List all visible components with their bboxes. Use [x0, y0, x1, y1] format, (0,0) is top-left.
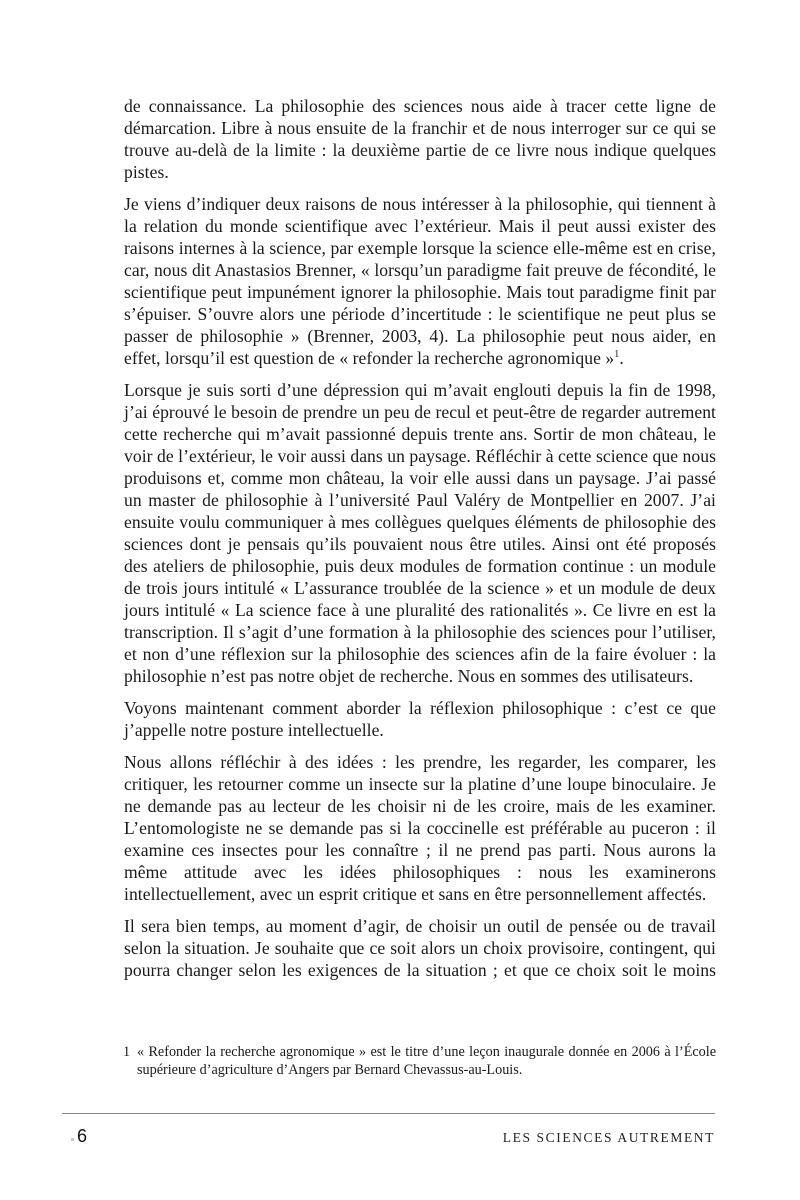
paragraph	[124, 751, 716, 905]
paragraph-text: Lorsque je suis sorti d’une dépression qui m’avait englouti depuis la fin de 1998, j’ai éprouvé le besoin de prendre un peu de recul et peut-être de regarder autrement cette recherche qui m’avait passionné depuis trente ans. Sortir de mon château, le voir de l’extérieur, le voir aussi dans un paysage. Réfléchir à cette science que nous produisons et, comme mon château, la voir elle aussi dans un paysage. J’ai passé un master de philosophie à l’université Paul Valéry de Montpellier en 2007. J’ai ensuite voulu communiquer à mes collègues quelques éléments de philosophie des sciences dont je pensais qu’ils pouvaient nous être utiles. Ainsi ont été proposés des ateliers de philosophie, puis deux modules de formation continue : un module de trois jours intitulé « L’assurance troublée de la science » et un module de deux jours intitulé « La science face à une pluralité des rationalités ». Ce livre en est la transcription. Il s’agit d’une formation à la philosophie des sciences pour l’utiliser, et non d’une réflexion sur la philosophie des sciences afin de la faire évoluer : la philosophie n’est pas notre objet de recherche. Nous en sommes des utilisateurs.	[124, 380, 716, 686]
paragraph-text-tail: .	[619, 348, 624, 368]
paragraph	[124, 915, 716, 981]
paragraph-text: Voyons maintenant comment aborder la réflexion philosophique : c’est ce que j’appelle notre posture intellectuelle.	[124, 698, 716, 740]
paragraph-text: Nous allons réfléchir à des idées : les prendre, les regarder, les comparer, les critiquer, les retourner comme un insecte sur la platine d’une loupe binoculaire. Je ne demande pas au lecteur de les choisir ni de les croire, mais de les examiner. L’entomologiste ne se demande pas si la coccinelle est préférable au puceron : il examine ces insectes pour les connaître ; il ne prend pas parti. Nous aurons la même attitude avec les idées philosophiques : nous les examinerons intellectuellement, avec un esprit critique et sans en être personnellement affectés.	[124, 752, 716, 904]
footer-divider	[62, 1113, 715, 1114]
page-number-text: 6	[77, 1126, 88, 1146]
footnote-text: « Refonder la recherche agronomique » est le titre d’une leçon inaugurale donnée en 2006 à l’École supérieure d’agriculture d’Angers par Bernard Chevassus-au-Louis.	[137, 1044, 716, 1078]
page-number	[71, 1126, 87, 1147]
paragraph-text: de connaissance. La philosophie des sciences nous aide à tracer cette ligne de démarcation. Libre à nous ensuite de la franchir et de nous interroger sur ce qui se trouve au-delà de la limite : la deuxième partie de ce livre nous indique quelques pistes.	[124, 96, 716, 182]
footnote	[124, 1043, 716, 1079]
paragraph	[124, 193, 716, 369]
paragraph	[124, 697, 716, 741]
footnote-number: 1	[123, 1044, 131, 1060]
footnote-reference[interactable]: 1	[614, 349, 620, 361]
page-body	[124, 95, 716, 991]
paragraph-text: Il sera bien temps, au moment d’agir, de choisir un outil de pensée ou de travail selon la situation. Je souhaite que ce soit alors un choix provisoire, contingent, qui pourra changer selon les exigences de la situation ; et que ce choix soit le moins	[124, 916, 716, 980]
paragraph	[124, 379, 716, 687]
page-marker-dot	[71, 1138, 74, 1141]
paragraph-text: Je viens d’indiquer deux raisons de nous intéresser à la philosophie, qui tiennent à la relation du monde scientifique avec l’extérieur. Mais il peut aussi exister des raisons internes à la science, par exemple lorsque la science elle-même est en crise, car, nous dit Anastasios Brenner, « lorsqu’un paradigme fait preuve de fécondité, le scientifique peut impunément ignorer la philosophie. Mais tout paradigme finit par s’épuiser. S’ouvre alors une période d’incertitude : le scientifique ne peut plus se passer de philosophie » (Brenner, 2003, 4). La philosophie peut nous aider, en effet, lorsqu’il est question de « refonder la recherche agronomique »	[124, 194, 716, 368]
footnotes	[124, 1043, 716, 1079]
running-title: LES SCIENCES AUTREMENT	[502, 1130, 715, 1145]
paragraph	[124, 95, 716, 183]
